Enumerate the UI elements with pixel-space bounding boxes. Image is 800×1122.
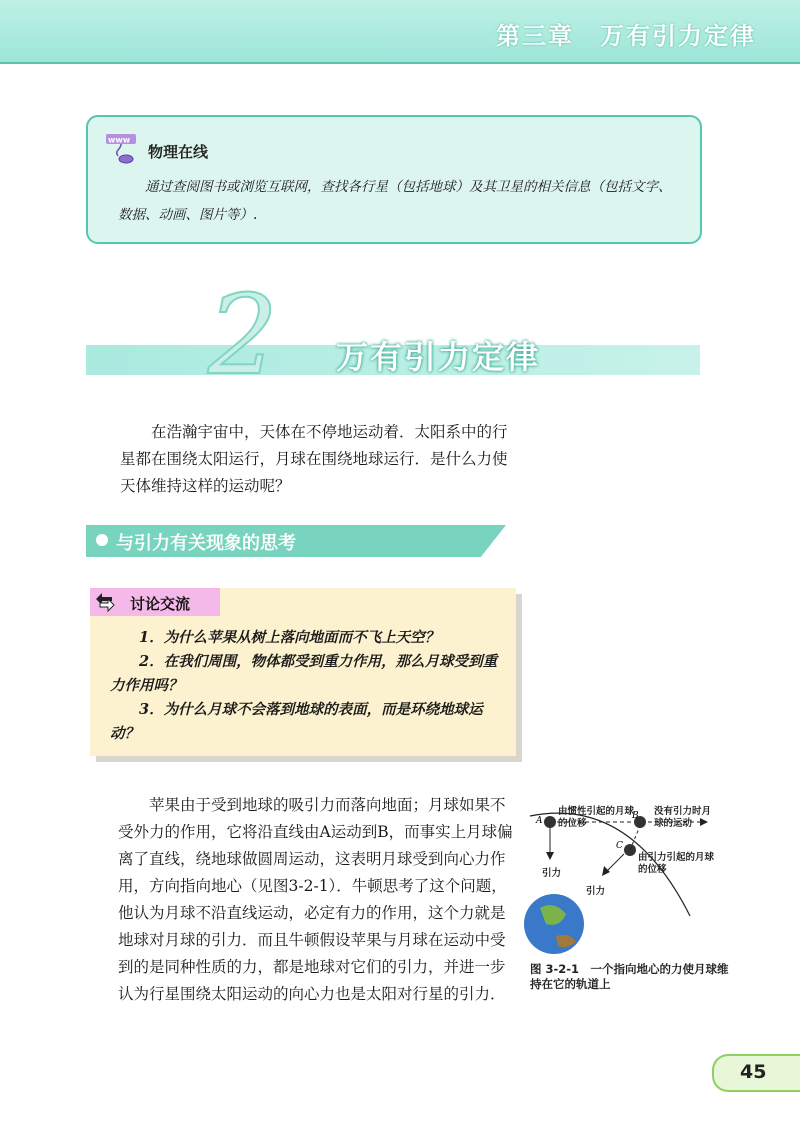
label-gravity-force: 引力	[586, 886, 606, 897]
discussion-title: 讨论交流	[130, 595, 191, 613]
page-number: 45	[740, 1061, 767, 1083]
bullet-dot-icon	[96, 534, 108, 546]
discussion-arrows-icon	[92, 591, 118, 613]
body-paragraph: 苹果由于受到地球的吸引力而落向地面；月球如果不受外力的作用，它将沿直线由A运动到B，而事实上月球偏离了直线，绕地球做圆周运动，这表明月球受到向心力作用，方向指向地心（见图3-2-1）．牛顿思考了这个问题，他认为月球不沿直线运动，必定有力的作用，这个力就是地球对月球的引力．而且牛顿假设苹果与月球在运动中受到的是同种性质的力，都是地球对它们的引力，并进一步认为行星围绕太阳运动的向心力也是太阳对行星的引力．	[118, 796, 513, 1003]
discussion-item: 3．为什么月球不会落到地球的表面，而是环绕地球运动？	[110, 701, 483, 742]
chapter-title: 第三章 万有引力定律	[496, 22, 756, 50]
discussion-item: 1．为什么苹果从树上落向地面而不飞上天空？	[139, 629, 440, 646]
section-title: 万有引力定律	[336, 338, 541, 376]
label-no-gravity: 没有引力时月球的运动	[654, 806, 712, 829]
section-number: 2	[208, 271, 278, 399]
label-gravity-force: 引力	[542, 868, 562, 879]
online-text: 通过查阅图书或浏览互联网，查找各行星（包括地球）及其卫星的相关信息（包括文字、数据、动画、图片等）.	[118, 179, 672, 223]
label-gravity-displacement: 由引力引起的月球的位移	[638, 852, 715, 875]
svg-text:www: www	[108, 135, 131, 144]
figure-caption: 图 3-2-1 一个指向地心的力使月球维持在它的轨道上	[530, 962, 729, 991]
page-number-box	[712, 1054, 800, 1092]
intro-paragraph: 在浩瀚宇宙中，天体在不停地运动着．太阳系中的行星都在围绕太阳运行，月球在围绕地球运行．是什么力使天体维持这样的运动呢？	[120, 423, 508, 495]
online-header	[106, 131, 208, 162]
subsection-title: 与引力有关现象的思考	[116, 533, 296, 554]
www-mouse-icon	[106, 132, 146, 162]
page-header	[0, 0, 800, 64]
discussion-items	[110, 626, 502, 746]
svg-text:A: A	[536, 816, 543, 826]
label-inertia-displacement: 由惯性引起的月球的位移	[558, 806, 635, 829]
svg-text:C: C	[616, 841, 623, 851]
online-label: 物理在线	[148, 143, 209, 161]
discussion-box	[90, 588, 516, 756]
physics-online-box	[86, 115, 702, 244]
discussion-item: 2．在我们周围，物体都受到重力作用，那么月球受到重力作用吗？	[110, 653, 498, 694]
svg-text:B: B	[632, 811, 639, 821]
discussion-header	[90, 588, 220, 616]
